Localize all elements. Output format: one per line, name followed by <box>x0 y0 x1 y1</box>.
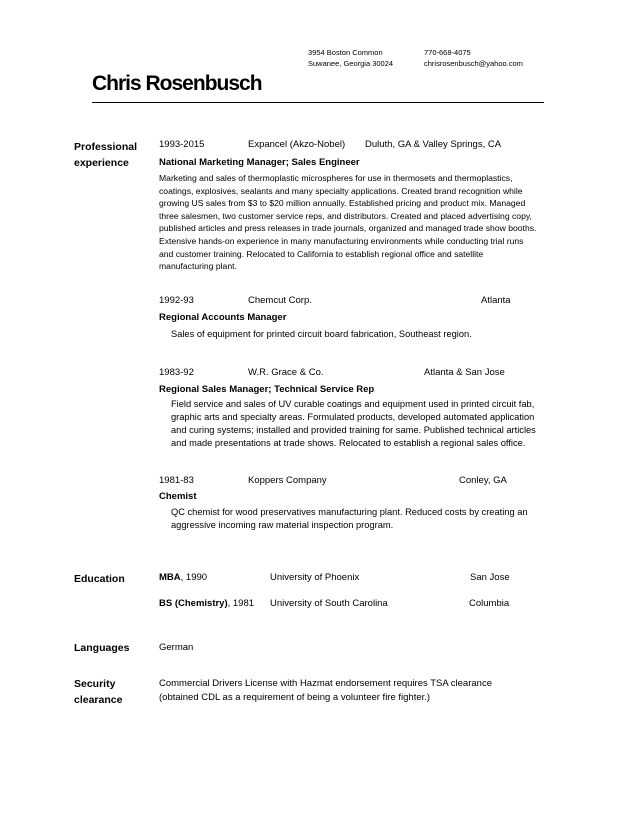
education-location-2: Columbia <box>469 598 510 609</box>
job-2-company: Chemcut Corp. <box>248 295 312 306</box>
languages-value: German <box>159 642 194 653</box>
job-1-company: Expancel (Akzo-Nobel) <box>248 139 346 150</box>
section-label-security: Security clearance <box>74 678 123 706</box>
job-3-title: Regional Sales Manager; Technical Service Rep <box>159 384 375 395</box>
header-divider <box>92 102 544 103</box>
email: chrisrosenbusch@yahoo.com <box>424 59 523 68</box>
job-2-description: Sales of equipment for printed circuit board fabrication, Southeast region. <box>171 329 472 339</box>
education-degree-1: MBA, 1990 <box>159 572 208 583</box>
job-1-header <box>159 138 204 151</box>
job-2-title: Regional Accounts Manager <box>159 312 287 323</box>
job-years: 1993-2015 <box>159 139 205 150</box>
section-label-education: Education <box>74 573 125 585</box>
job-3-description: Field service and sales of UV curable coatings and equipment used in printed circuit fab, graphic arts and specialty areas. Formulated products, developed automated application and curing systems; installed and provided training for same. Published technical articles and made presentations at trade shows. Relocated to establish a regional sales office. <box>171 399 536 448</box>
address-line-2: Suwanee, Georgia 30024 <box>308 59 394 68</box>
education-degree-2: BS (Chemistry), 1981 <box>159 598 255 609</box>
job-3-company: W.R. Grace & Co. <box>248 367 324 378</box>
job-1-title: National Marketing Manager; Sales Engineer <box>159 157 360 168</box>
section-label-languages: Languages <box>74 642 130 654</box>
job-1-description: Marketing and sales of thermoplastic microspheres for use in thermosets and thermoplastics, coatings, explosives, sealants and many specialty applications. Created brand recognition while growing US sales from $3 to $20 million annually. Established pricing and product mix. Managed three salesmen, two customer service reps, and distributors. Created and placed advertising copy, published articles and press releases in trade journals, organized and managed trade show booths. Extensive hands-on experience in many manufacturing environments while conducting trial runs and customer training. Relocated to California to establish regional office and satellite manufacturing plant. <box>159 173 537 272</box>
phone: 770-668-4075 <box>424 48 471 57</box>
job-3-years: 1983-92 <box>159 367 194 378</box>
job-4-years: 1981-83 <box>159 475 194 486</box>
job-3-location: Atlanta & San Jose <box>424 367 505 378</box>
education-location-1: San Jose <box>470 572 510 583</box>
security-description: Commercial Drivers License with Hazmat endorsement requires TSA clearance (obtained CDL as a requirement of being a volunteer fire fighter.) <box>159 678 492 703</box>
section-label-experience: Professional experience <box>74 141 138 169</box>
job-4-location: Conley, GA <box>459 475 507 486</box>
page-title: Chris Rosenbusch <box>92 72 262 95</box>
education-school-1: University of Phoenix <box>270 572 360 583</box>
job-2-years: 1992-93 <box>159 295 194 306</box>
job-4-title: Chemist <box>159 491 197 502</box>
job-4-description: QC chemist for wood preservatives manufacturing plant. Reduced costs by creating an aggressive incoming raw material inspection program. <box>171 507 528 530</box>
education-school-2: University of South Carolina <box>270 598 388 609</box>
contact-info <box>424 47 523 69</box>
address-line-1: 3954 Boston Common <box>308 48 383 57</box>
job-1-location: Duluth, GA & Valley Springs, CA <box>365 139 502 150</box>
job-2-location: Atlanta <box>481 295 511 306</box>
address <box>308 47 393 69</box>
job-4-company: Koppers Company <box>248 475 327 486</box>
